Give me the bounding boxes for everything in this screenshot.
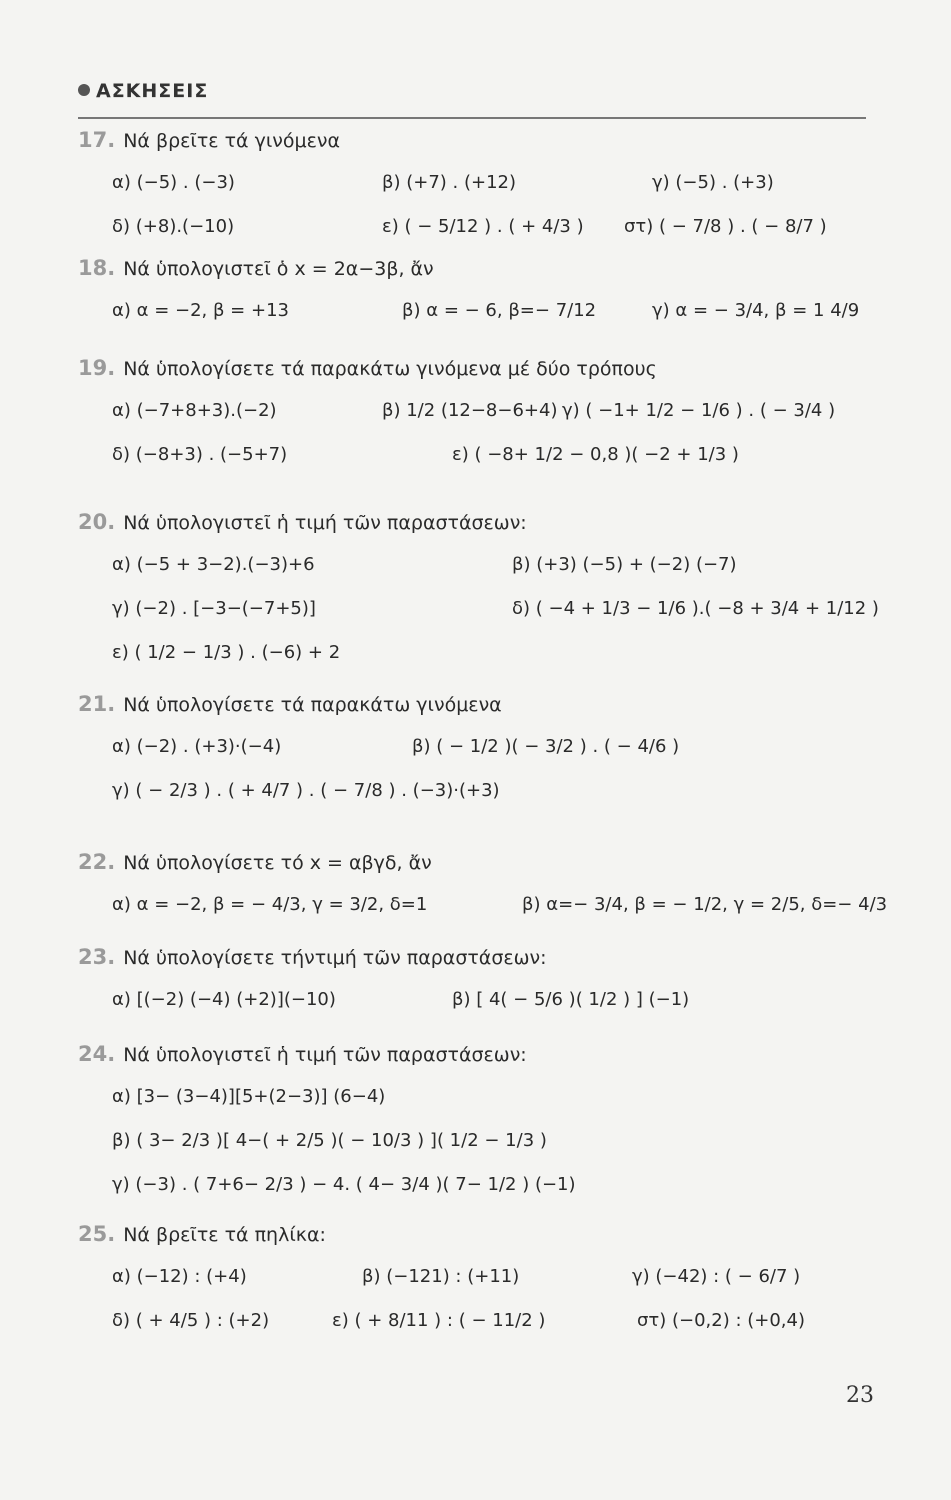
exercise-heading [78, 850, 878, 875]
exercise-item: α) (−12) : (+4) [112, 1266, 247, 1287]
exercise-heading [78, 256, 878, 281]
exercise-heading [78, 692, 878, 717]
exercise-19 [78, 356, 878, 477]
exercise-25 [78, 1222, 878, 1343]
exercise-prompt: Νά ὑπολογίσετε τό x = αβγδ, ἄν [123, 852, 432, 874]
exercise-item: β) (+7) . (+12) [382, 172, 517, 193]
exercise-row [78, 769, 878, 813]
exercise-item: ε) ( 1/2 − 1/3 ) . (−6) + 2 [112, 642, 341, 663]
exercise-row [78, 725, 878, 769]
exercise-item: β) (+3) (−5) + (−2) (−7) [512, 554, 737, 575]
exercise-item: ε) ( −8+ 1/2 − 0,8 )( −2 + 1/3 ) [452, 444, 739, 465]
exercise-heading [78, 510, 878, 535]
exercise-item: ε) ( − 5/12 ) . ( + 4/3 ) [382, 216, 584, 237]
exercise-item: στ) (−0,2) : (+0,4) [637, 1310, 806, 1331]
exercise-item: β) α = − 6, β=− 7/12 [402, 300, 597, 321]
exercise-prompt: Νά ὑπολογίσετε τήντιμή τῶν παραστάσεων: [123, 947, 547, 969]
exercise-23 [78, 945, 878, 1022]
exercise-row [78, 1075, 878, 1119]
exercise-row [78, 1163, 878, 1207]
exercise-item: γ) α = − 3/4, β = 1 4/9 [652, 300, 860, 321]
exercise-number: 24. [78, 1042, 116, 1066]
exercise-22 [78, 850, 888, 927]
exercise-item: β) ( 3− 2/3 )[ 4−( + 2/5 )( − 10/3 ) ]( 1/2 − 1/3 ) [112, 1130, 547, 1151]
exercise-item: β) [ 4( − 5/6 )( 1/2 ) ] (−1) [452, 989, 690, 1010]
exercise-heading [78, 945, 878, 970]
exercise-number: 22. [78, 850, 116, 874]
exercise-item: δ) ( −4 + 1/3 − 1/6 ).( −8 + 3/4 + 1/12 ) [512, 598, 879, 619]
exercise-number: 17. [78, 128, 116, 152]
exercise-prompt: Νά βρεῖτε τά πηλίκα: [123, 1224, 326, 1246]
exercise-row [78, 389, 878, 433]
exercise-item: στ) ( − 7/8 ) . ( − 8/7 ) [624, 216, 827, 237]
exercise-20 [78, 510, 878, 675]
exercise-prompt: Νά ὑπολογίσετε τά παρακάτω γινόμενα [123, 694, 502, 716]
exercise-item: α) (−7+8+3).(−2) [112, 400, 277, 421]
exercise-item: α) [(−2) (−4) (+2)](−10) [112, 989, 336, 1010]
exercise-number: 20. [78, 510, 116, 534]
exercise-row [78, 1119, 878, 1163]
exercise-item: γ) (−5) . (+3) [652, 172, 774, 193]
exercise-17 [78, 128, 878, 249]
section-header [78, 80, 208, 102]
exercise-row [78, 1255, 878, 1299]
exercise-item: α) [3− (3−4)][5+(2−3)] (6−4) [112, 1086, 386, 1107]
exercise-row [78, 587, 878, 631]
exercise-heading [78, 128, 878, 153]
exercise-number: 21. [78, 692, 116, 716]
exercise-item: β) (−121) : (+11) [362, 1266, 520, 1287]
exercise-item: α) (−5 + 3−2).(−3)+6 [112, 554, 315, 575]
page-number: 23 [846, 1383, 874, 1408]
exercise-number: 19. [78, 356, 116, 380]
exercise-prompt: Νά ὑπολογιστεῖ ἡ τιμή τῶν παραστάσεων: [123, 1044, 527, 1066]
exercise-item: δ) (−8+3) . (−5+7) [112, 444, 288, 465]
exercise-row [78, 883, 888, 927]
exercise-row [78, 978, 878, 1022]
exercise-item: δ) ( + 4/5 ) : (+2) [112, 1310, 270, 1331]
exercise-row [78, 205, 878, 249]
exercise-item: β) ( − 1/2 )( − 3/2 ) . ( − 4/6 ) [412, 736, 680, 757]
header-rule [78, 117, 866, 119]
exercise-number: 18. [78, 256, 116, 280]
exercise-item: β) 1/2 (12−8−6+4) [382, 400, 558, 421]
exercise-item: γ) ( − 2/3 ) . ( + 4/7 ) . ( − 7/8 ) . (−3)·(+3) [112, 780, 500, 801]
exercise-row [78, 289, 878, 333]
exercise-prompt: Νά ὑπολογιστεῖ ὁ x = 2α−3β, ἄν [123, 258, 434, 280]
exercise-item: β) α=− 3/4, β = − 1/2, γ = 2/5, δ=− 4/3 [522, 894, 888, 915]
exercise-number: 25. [78, 1222, 116, 1246]
exercise-item: γ) (−42) : ( − 6/7 ) [632, 1266, 801, 1287]
exercise-row [78, 543, 878, 587]
exercise-21 [78, 692, 878, 813]
section-title: ΑΣΚΗΣΕΙΣ [96, 80, 209, 102]
exercise-item: γ) (−2) . [−3−(−7+5)] [112, 598, 316, 619]
exercise-18 [78, 256, 878, 333]
bullet-icon [78, 84, 90, 96]
exercise-row [78, 161, 878, 205]
exercise-item: α) α = −2, β = − 4/3, γ = 3/2, δ=1 [112, 894, 428, 915]
exercise-24 [78, 1042, 878, 1207]
exercise-heading [78, 1222, 878, 1247]
exercise-heading [78, 1042, 878, 1067]
exercise-prompt: Νά βρεῖτε τά γινόμενα [123, 130, 341, 152]
exercise-prompt: Νά ὑπολογιστεῖ ἡ τιμή τῶν παραστάσεων: [123, 512, 527, 534]
exercise-item: α) α = −2, β = +13 [112, 300, 289, 321]
exercise-item: α) (−2) . (+3)·(−4) [112, 736, 282, 757]
exercise-item: δ) (+8).(−10) [112, 216, 235, 237]
exercise-row [78, 1299, 878, 1343]
exercise-row [78, 631, 878, 675]
exercise-item: γ) ( −1+ 1/2 − 1/6 ) . ( − 3/4 ) [562, 400, 836, 421]
exercise-number: 23. [78, 945, 116, 969]
exercise-item: ε) ( + 8/11 ) : ( − 11/2 ) [332, 1310, 546, 1331]
exercise-item: γ) (−3) . ( 7+6− 2/3 ) − 4. ( 4− 3/4 )( 7− 1/2 ) (−1) [112, 1174, 576, 1195]
exercise-item: α) (−5) . (−3) [112, 172, 235, 193]
exercise-prompt: Νά ὑπολογίσετε τά παρακάτω γινόμενα μέ δύο τρόπους [123, 358, 657, 380]
exercise-heading [78, 356, 878, 381]
exercise-row [78, 433, 878, 477]
